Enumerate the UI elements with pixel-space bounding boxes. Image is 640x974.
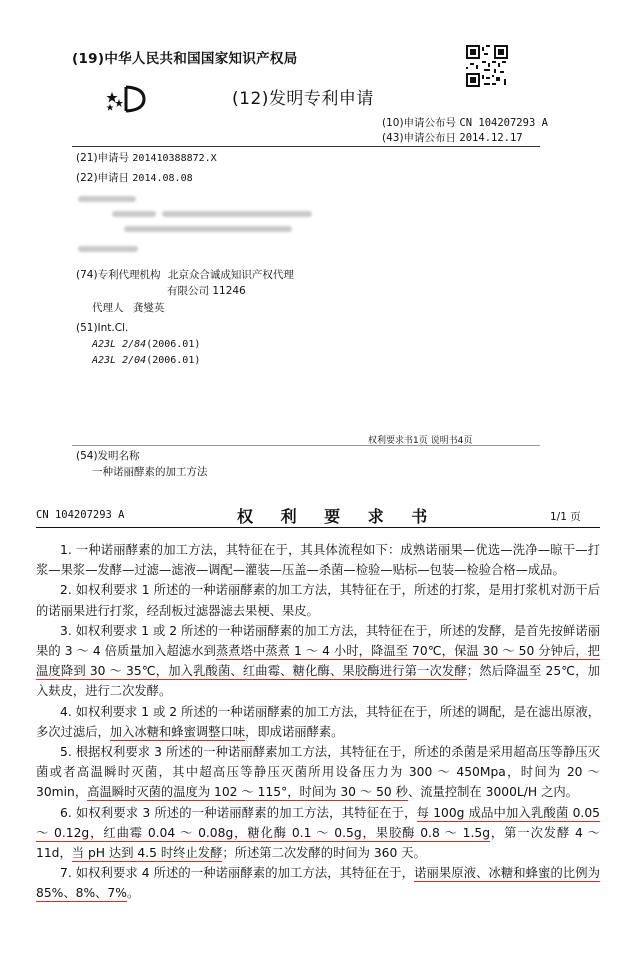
agent-label: 代理人 [92,302,124,314]
ipc-code: A23L 2/84 [92,339,147,350]
claims-title: 权 利 要 求 书 [237,507,439,526]
ipc-entry [92,339,200,350]
cnipa-logo-icon [104,84,154,114]
claim-5: 5. 根据权利要求 3 所述的一种诺丽酵素加工方法，其特征在于，所述的杀菌是采用超高压等静压灭菌或者高温瞬时灭菌，其中超高压等静压灭菌所用设备压力为 300 ～ 450Mpa，时间为 20 ～ 30min，高温瞬时灭菌的温度为 102 ～ 115°，时间为 30 ～ 50 秒、流量控制在 3000L/H 之内。 [36,745,600,800]
pub-number: CN 104207293 A [459,117,548,129]
agent-name: 龚燮英 [132,302,165,314]
pub-date-label: (43)申请公布日 [382,132,457,144]
meta-rule [72,445,540,446]
app-number: 201410388872.X [132,153,217,164]
agency-name-line2: 有限公司 11246 [167,285,246,297]
ipc-entry [92,355,200,366]
app-date-label: (22)申请日 [76,172,130,184]
app-number-label: (21)申请号 [76,152,130,164]
ipc-version: (2006.01) [146,355,201,366]
publication-date-row [382,131,523,145]
intcl-label: (51)Int.Cl. [76,322,129,334]
claims-page-number: 1/1 页 [550,511,581,523]
claim-1: 1. 一种诺丽酵素的加工方法，其特征在于，其具体流程如下：成熟诺丽果—优选—洗净—晾干—打浆—果浆—发酵—过滤—滤液—调配—灌装—压盖—杀菌—检验—贴标—包装—检验合格—成品。 [36,543,600,578]
claim-3: 3. 如权利要求 1 或 2 所述的一种诺丽酵素的加工方法，其特征在于，所述的发酵，是首先按鲜诺丽果的 3 ～ 4 倍质量加入超滤水到蒸煮塔中蒸煮 1 ～ 4 小时，降温至 70℃，保温 30 ～ 50 分钟后，把温度降到 30 ～ 35℃，加入乳酸菌、红曲霉、糖化酶、果胶酶进行第一次发酵；然后降温至 25℃，加入麸皮，进行二次发酵。 [36,623,600,699]
agency-name: 北京众合诚成知识产权代理 [167,269,294,281]
app-date: 2014.08.08 [132,173,193,184]
office-name: (19)中华人民共和国国家知识产权局 [72,51,298,67]
invention-title: 一种诺丽酵素的加工方法 [92,466,208,478]
highlight-underline: 蒸煮塔中蒸煮 1 ～ 4 小时，降温至 70℃，保温 30 ～ 50 分钟后，把温度降到 30 ～ 35℃，加入乳酸菌、红曲霉、糖化酶、果胶酶进行第一次发酵 [36,644,600,679]
claims-rule [36,527,600,528]
application-date-row [76,171,193,186]
invention-title-label: (54)发明名称 [76,450,140,462]
claims-body [36,540,600,904]
pub-number-label: (10)申请公布号 [382,117,457,129]
qr-code-icon [466,45,508,87]
highlight-underline: 加入冰糖和蜂蜜调整口味 [109,724,246,739]
agency-label: (74)专利代理机构 [76,269,161,281]
claims-doc-number: CN 104207293 A [36,509,125,521]
highlight-underline: 诺丽果原液、冰糖和蜂蜜的比例为 85%、8%、7% [36,866,600,901]
agent-row [92,301,164,315]
claim-6: 6. 如权利要求 3 所述的一种诺丽酵素的加工方法，其特征在于，每 100g 成品中加入乳酸菌 0.05 ～ 0.12g，红曲霉 0.04 ～ 0.08g，糖化酶 0.1 ～ 0.5g，果胶酶 0.8 ～ 1.5g，第一次发酵 4 ～ 11d，当 pH 达到 4.5 时终止发酵；所述第二次发酵的时间为 360 天。 [36,805,600,861]
agency-row [76,268,294,282]
publication-number-row [382,116,548,130]
ipc-code: A23L 2/04 [92,355,147,366]
ipc-version: (2006.01) [146,339,201,350]
highlight-underline: 高温瞬时灭菌的温度为 102 ～ 115°，时间为 30 ～ 50 秒 [87,785,408,800]
highlight-underline: 每 100g 成品中加入乳酸菌 0.05 ～ 0.12g，红曲霉 0.04 ～ 0.08g，糖化酶 0.1 ～ 0.5g，果胶酶 0.8 ～ 1.5g [36,805,600,840]
application-number-row [76,151,217,166]
claim-4: 4. 如权利要求 1 或 2 所述的一种诺丽酵素的加工方法，其特征在于，所述的调配，是在滤出原液，多次过滤后，加入冰糖和蜂蜜调整口味，即成诺丽酵素。 [36,704,600,739]
header-rule [72,146,540,147]
claim-2: 2. 如权利要求 1 所述的一种诺丽酵素的加工方法，其特征在于，所述的打浆，是用打浆机对沥干后的诺丽果进行打浆，经刮板过滤器滤去果梗、果皮。 [36,583,600,618]
claim-7: 7. 如权利要求 4 所述的一种诺丽酵素的加工方法，其特征在于，诺丽果原液、冰糖和蜂蜜的比例为 85%、8%、7%。 [36,866,600,901]
highlight-underline: 当 pH 达到 4.5 时终止发酵 [71,846,223,861]
page-count: 权利要求书1页 说明书4页 [368,436,473,446]
document-type: (12)发明专利申请 [232,89,374,109]
pub-date: 2014.12.17 [459,132,523,144]
